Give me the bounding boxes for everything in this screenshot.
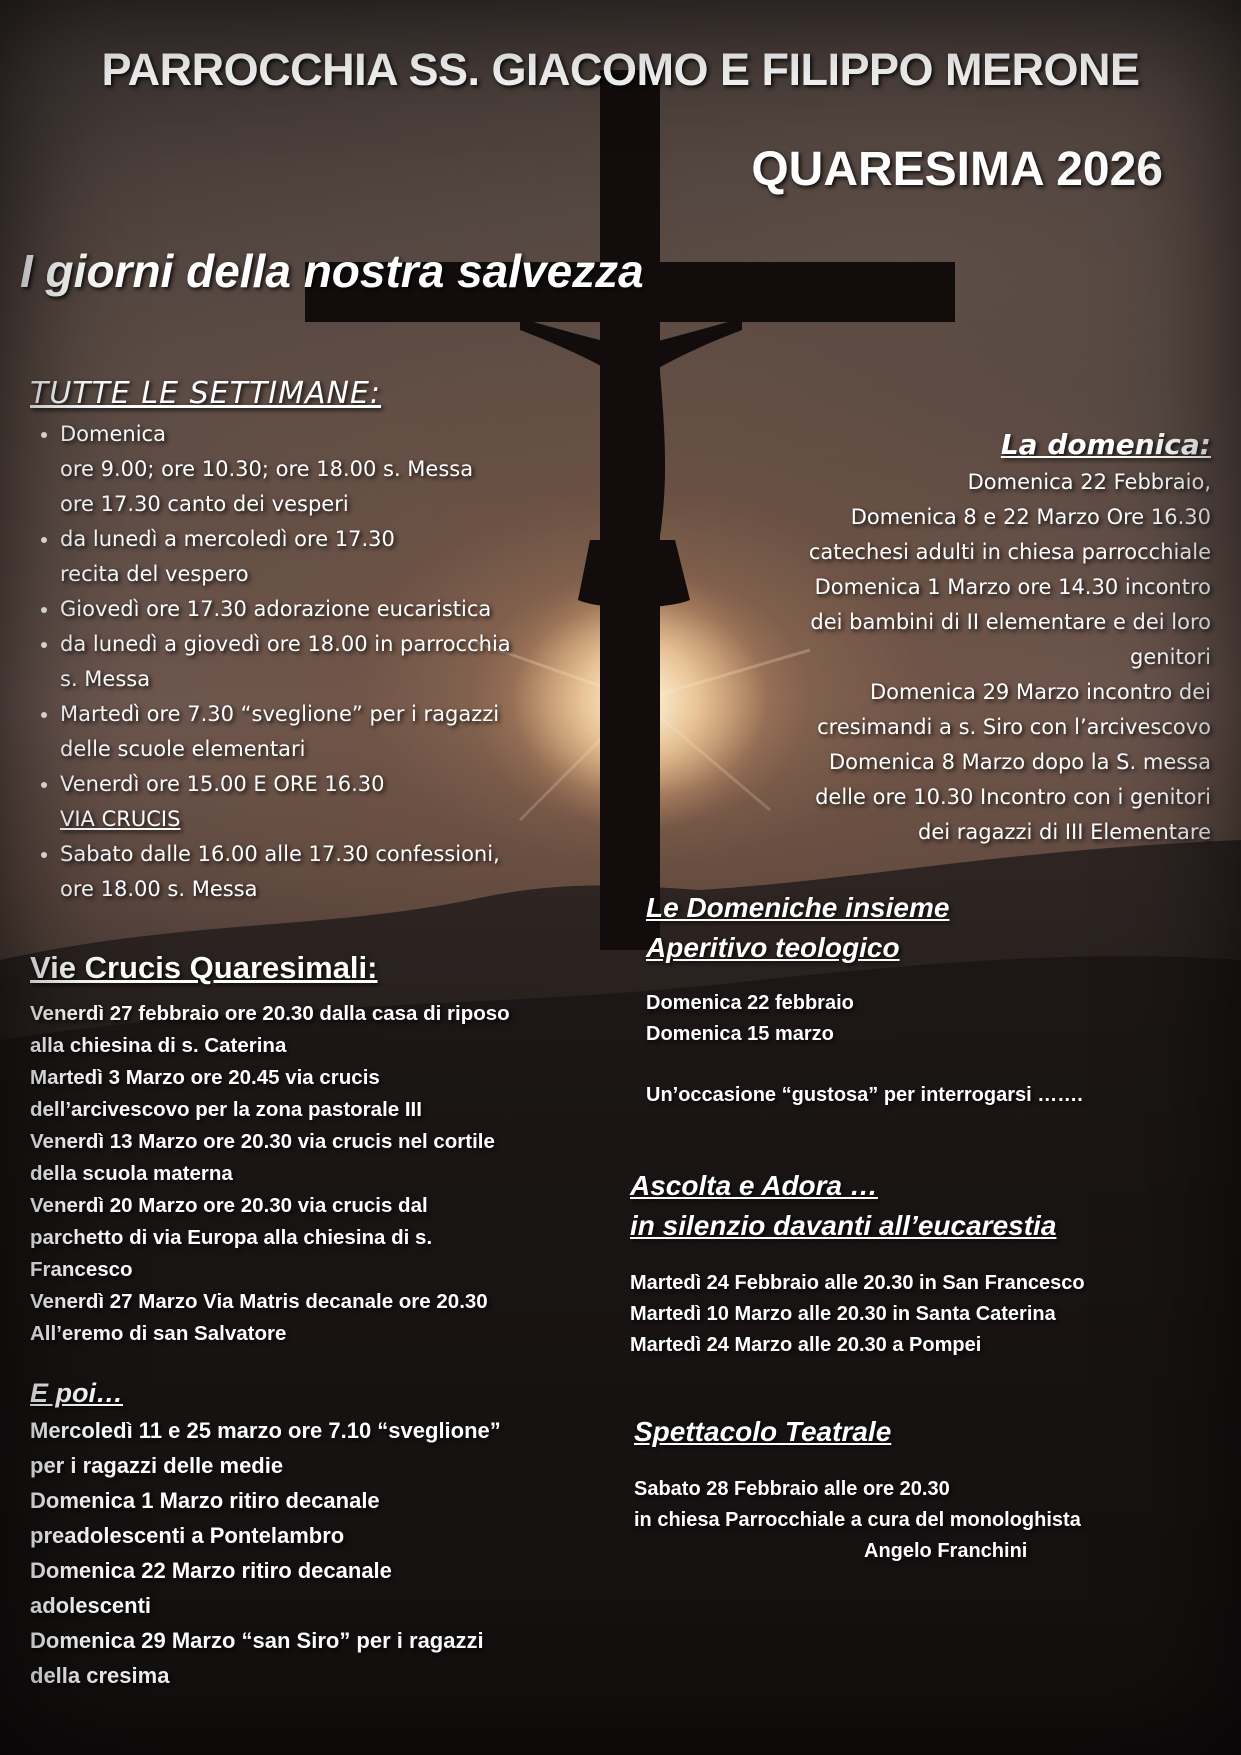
- aperitivo-section: [646, 888, 1206, 1111]
- via-crucis-label: VIA CRUCIS: [60, 807, 181, 831]
- text-line: Venerdì 27 Marzo Via Matris decanale ore 20.30: [30, 1290, 488, 1313]
- list-item-line: • Venerdì ore 15.00 E ORE 16.30: [60, 772, 385, 796]
- list-item-line: ore 18.00 s. Messa: [60, 877, 258, 901]
- tagline: I giorni della nostra salvezza: [20, 245, 644, 297]
- weekly-heading: TUTTE LE SETTIMANE:: [30, 376, 382, 411]
- adora-heading-2: in silenzio davanti all’eucarestia: [630, 1210, 1057, 1241]
- text-line: Domenica 8 e 22 Marzo Ore 16.30: [850, 505, 1211, 529]
- text-line: alla chiesina di s. Caterina: [30, 1034, 287, 1057]
- text-line: dei bambini di II elementare e dei loro: [810, 610, 1211, 634]
- text-line: Domenica 1 Marzo ore 14.30 incontro: [814, 575, 1211, 599]
- sunday-section: [651, 428, 1211, 850]
- performer-name: Angelo Franchini: [864, 1540, 1028, 1562]
- aperitivo-heading-2: Aperitivo teologico: [646, 932, 900, 963]
- text-line: All’eremo di san Salvatore: [30, 1322, 287, 1345]
- list-item-line: delle scuole elementari: [60, 737, 306, 761]
- text-line: Domenica 29 Marzo incontro dei: [869, 680, 1211, 704]
- e-poi-heading: E poi…: [30, 1378, 123, 1408]
- weekly-schedule: [30, 376, 590, 907]
- text-line: Venerdì 20 Marzo ore 20.30 via crucis dal: [30, 1194, 428, 1217]
- aperitivo-heading-1: Le Domeniche insieme: [646, 892, 950, 923]
- list-item: [60, 767, 590, 837]
- text-line: Martedì 24 Marzo alle 20.30 a Pompei: [630, 1334, 982, 1356]
- text-line: adolescenti: [30, 1593, 152, 1618]
- text-line: Martedì 10 Marzo alle 20.30 in Santa Caterina: [630, 1303, 1056, 1325]
- text-line: catechesi adulti in chiesa parrocchiale: [808, 540, 1211, 564]
- text-line: Venerdì 27 febbraio ore 20.30 dalla casa di riposo: [30, 1002, 510, 1025]
- adora-text: [630, 1268, 1230, 1361]
- list-item-line: recita del vespero: [60, 562, 249, 586]
- list-item-line: • Sabato dalle 16.00 alle 17.30 confessioni,: [60, 842, 500, 866]
- list-item-line: • Martedì ore 7.30 “sveglione” per i ragazzi: [60, 702, 500, 726]
- text-line: Domenica 8 Marzo dopo la S. messa: [828, 750, 1211, 774]
- vie-crucis-text: [30, 998, 590, 1350]
- page-subtitle: QUARESIMA 2026: [751, 143, 1163, 196]
- list-item-line: s. Messa: [60, 667, 151, 691]
- e-poi-section: [30, 1378, 590, 1693]
- text-line: per i ragazzi delle medie: [30, 1453, 284, 1478]
- page-title: PARROCCHIA SS. GIACOMO E FILIPPO MERONE: [101, 44, 1140, 95]
- text-line: preadolescenti a Pontelambro: [30, 1523, 345, 1548]
- text-line: Domenica 22 febbraio: [646, 992, 854, 1014]
- list-item: [60, 837, 590, 907]
- text-line: genitori: [1130, 645, 1211, 669]
- sunday-heading: La domenica:: [1000, 428, 1211, 461]
- text-line: Domenica 15 marzo: [646, 1023, 834, 1045]
- text-line: dei ragazzi di III Elementare: [917, 820, 1211, 844]
- list-item-line: • da lunedì a mercoledì ore 17.30: [60, 527, 395, 551]
- vie-crucis-heading: Vie Crucis Quaresimali:: [30, 950, 378, 985]
- list-item-line: • Giovedì ore 17.30 adorazione eucaristica: [60, 597, 492, 621]
- text-line: Domenica 1 Marzo ritiro decanale: [30, 1488, 380, 1513]
- list-item: [60, 417, 590, 522]
- text-line: in chiesa Parrocchiale a cura del monologhista: [634, 1509, 1081, 1531]
- text-line: cresimandi a s. Siro con l’arcivescovo: [817, 715, 1211, 739]
- sunday-text: [651, 465, 1211, 850]
- text-line: Sabato 28 Febbraio alle ore 20.30: [634, 1478, 950, 1500]
- weekly-list: [30, 417, 590, 907]
- adora-section: [630, 1166, 1230, 1361]
- text-line: Martedì 24 Febbraio alle 20.30 in San Francesco: [630, 1272, 1085, 1294]
- list-item-line: • da lunedì a giovedì ore 18.00 in parrocchia: [60, 632, 511, 656]
- text-line: della cresima: [30, 1663, 170, 1688]
- list-item: [60, 697, 590, 767]
- vie-crucis-section: [30, 950, 590, 1350]
- text-line: Francesco: [30, 1258, 133, 1281]
- text-line: parchetto di via Europa alla chiesina di s.: [30, 1226, 433, 1249]
- text-line: Domenica 29 Marzo “san Siro” per i ragazzi: [30, 1628, 484, 1653]
- aperitivo-note: Un’occasione “gustosa” per interrogarsi …….: [646, 1084, 1083, 1106]
- list-item: [60, 522, 590, 592]
- text-line: Martedì 3 Marzo ore 20.45 via crucis: [30, 1066, 380, 1089]
- list-item: [60, 627, 590, 697]
- text-line: Domenica 22 Febbraio,: [967, 470, 1211, 494]
- text-line: delle ore 10.30 Incontro con i genitori: [815, 785, 1211, 809]
- adora-heading-1: Ascolta e Adora …: [630, 1170, 878, 1201]
- teatro-heading: Spettacolo Teatrale: [634, 1416, 892, 1447]
- text-line: della scuola materna: [30, 1162, 233, 1185]
- list-item: [60, 592, 590, 627]
- list-item-line: • Domenica: [60, 422, 166, 446]
- teatro-text: [634, 1474, 1234, 1567]
- list-item-line: ore 9.00; ore 10.30; ore 18.00 s. Messa: [60, 457, 474, 481]
- text-line: dell’arcivescovo per la zona pastorale III: [30, 1098, 422, 1121]
- text-line: Venerdì 13 Marzo ore 20.30 via crucis nel cortile: [30, 1130, 495, 1153]
- teatro-section: [634, 1412, 1234, 1567]
- text-line: Domenica 22 Marzo ritiro decanale: [30, 1558, 392, 1583]
- list-item-line: ore 17.30 canto dei vesperi: [60, 492, 349, 516]
- aperitivo-dates: [646, 988, 1206, 1050]
- e-poi-text: [30, 1413, 590, 1693]
- text-line: Mercoledì 11 e 25 marzo ore 7.10 “sveglione”: [30, 1418, 501, 1443]
